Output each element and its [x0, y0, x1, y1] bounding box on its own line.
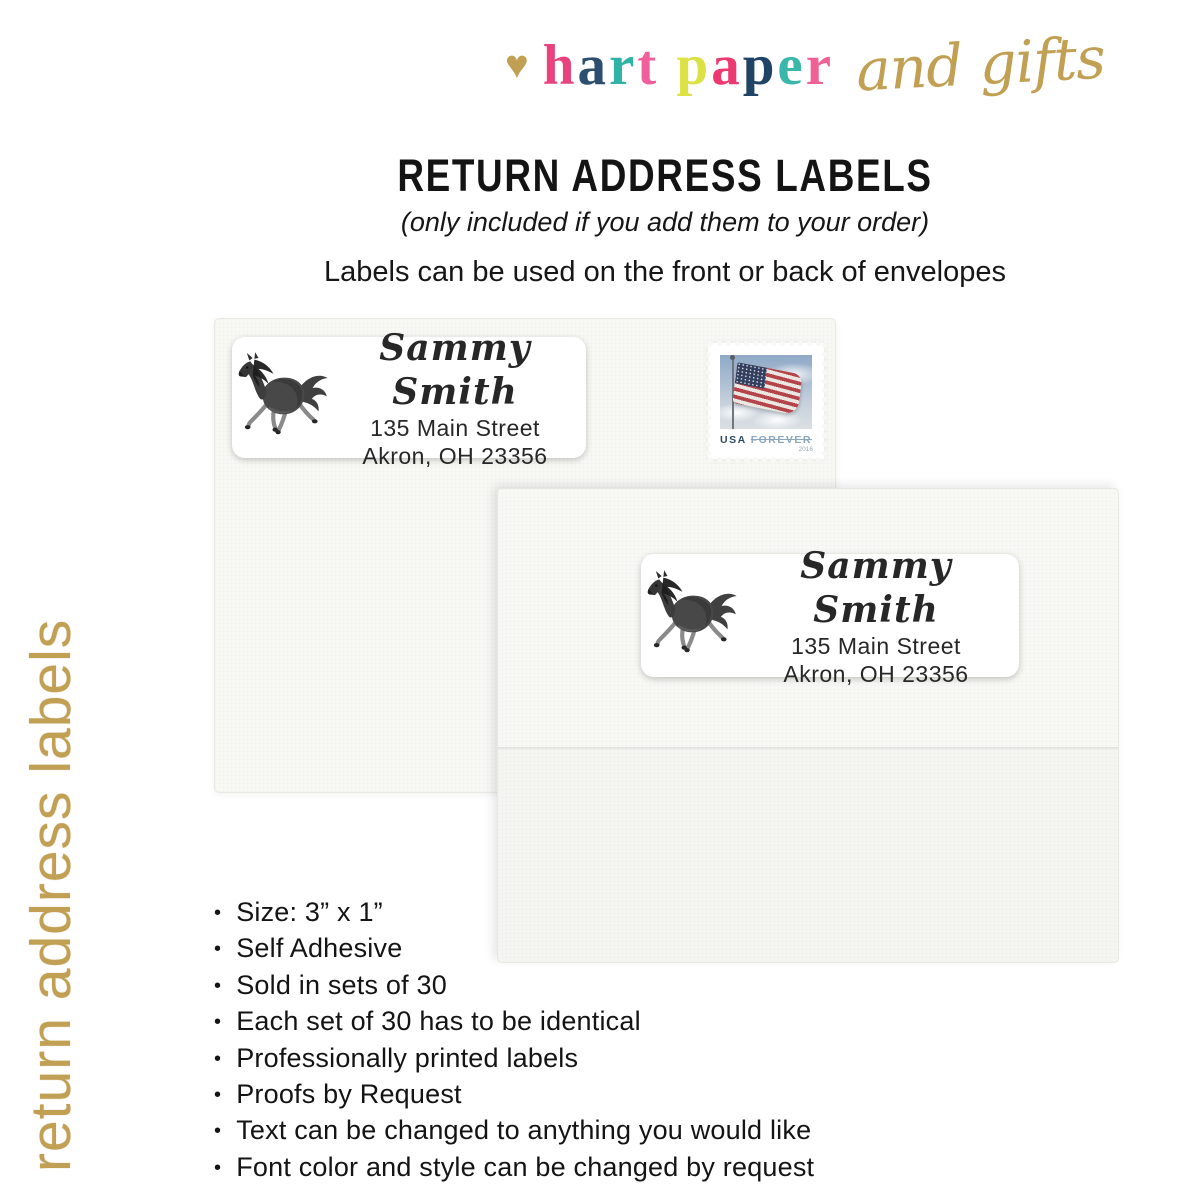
- stamp-caption: [708, 434, 824, 446]
- heart-icon: ♥: [505, 43, 529, 87]
- horse-watercolor-icon: [236, 346, 336, 450]
- label-name: Sammy Smith: [379, 326, 531, 413]
- address-label-2: [641, 544, 1019, 687]
- label-street: 135 Main Street: [791, 632, 961, 659]
- bullet-dot: •: [214, 902, 222, 924]
- stamp-perforation-top: [706, 340, 826, 347]
- address-label-1: [232, 326, 586, 469]
- feature-item: [214, 1078, 1134, 1114]
- feature-item: [214, 1005, 1134, 1041]
- bullet-dot: •: [214, 974, 222, 997]
- feature-text: Font color and style can be changed by request: [236, 1151, 815, 1182]
- us-flag: [732, 362, 802, 415]
- feature-item: [214, 932, 1134, 968]
- feature-item: [214, 1151, 1134, 1187]
- bullet-dot: •: [214, 938, 222, 961]
- brand-logo: [505, 23, 1107, 105]
- us-flag-stamp-icon: [720, 355, 812, 429]
- brand-letter: r: [608, 34, 638, 97]
- feature-text: Self Adhesive: [236, 933, 403, 964]
- feature-text: Size: 3” x 1”: [236, 897, 383, 927]
- feature-text: Each set of 30 has to be identical: [236, 1006, 641, 1037]
- feature-text: Sold in sets of 30: [236, 969, 447, 1000]
- feature-item: [214, 1042, 1134, 1078]
- brand-letter: [659, 34, 676, 97]
- horse-watercolor-icon: [645, 564, 745, 668]
- brand-wordmark: [543, 33, 834, 98]
- brand-letter: h: [542, 34, 578, 97]
- label-city: Akron, OH 23356: [362, 442, 548, 469]
- address-text: [745, 544, 1007, 688]
- feature-text: Proofs by Request: [236, 1079, 462, 1110]
- stamp-perforation-left: [705, 341, 712, 461]
- envelope-front: [497, 488, 1119, 963]
- label-street: 135 Main Street: [370, 414, 540, 441]
- brand-suffix: and gifts: [854, 23, 1107, 105]
- feature-item: [214, 896, 1134, 932]
- brand-letter: p: [742, 34, 778, 97]
- stamp-perforation-right: [821, 341, 828, 461]
- stamp-usa-text: USA: [720, 434, 747, 446]
- usage-note: Labels can be used on the front or back of envelopes: [324, 256, 1006, 288]
- feature-text: Professionally printed labels: [236, 1042, 579, 1073]
- bullet-dot: •: [214, 1011, 222, 1034]
- envelope-flap-seam: [498, 747, 1118, 750]
- bullet-dot: •: [214, 1156, 222, 1179]
- label-name: Sammy Smith: [800, 544, 952, 631]
- postage-stamp: [708, 343, 824, 459]
- feature-item: [214, 969, 1134, 1005]
- side-caption: return address labels: [19, 618, 83, 1172]
- brand-letter: e: [777, 34, 806, 97]
- page-title: RETURN ADDRESS LABELS: [397, 150, 933, 201]
- bullet-dot: •: [214, 1047, 222, 1070]
- address-text: [336, 326, 574, 470]
- brand-letter: r: [805, 34, 835, 97]
- feature-list: [214, 896, 1134, 1187]
- brand-letter: p: [676, 34, 712, 97]
- brand-letter: a: [711, 34, 743, 97]
- label-city: Akron, OH 23356: [783, 660, 969, 687]
- stamp-perforation-bottom: [706, 456, 826, 463]
- stamp-forever-text: FOREVER: [750, 434, 812, 446]
- bullet-dot: •: [214, 1084, 222, 1107]
- brand-letter: t: [637, 34, 660, 97]
- bullet-dot: •: [214, 1120, 222, 1143]
- page-subtitle: (only included if you add them to your order): [400, 207, 930, 237]
- brand-letter: a: [577, 34, 609, 97]
- feature-text: Text can be changed to anything you would like: [236, 1115, 812, 1146]
- stamp-year: 2016: [798, 446, 813, 453]
- feature-item: [214, 1114, 1134, 1150]
